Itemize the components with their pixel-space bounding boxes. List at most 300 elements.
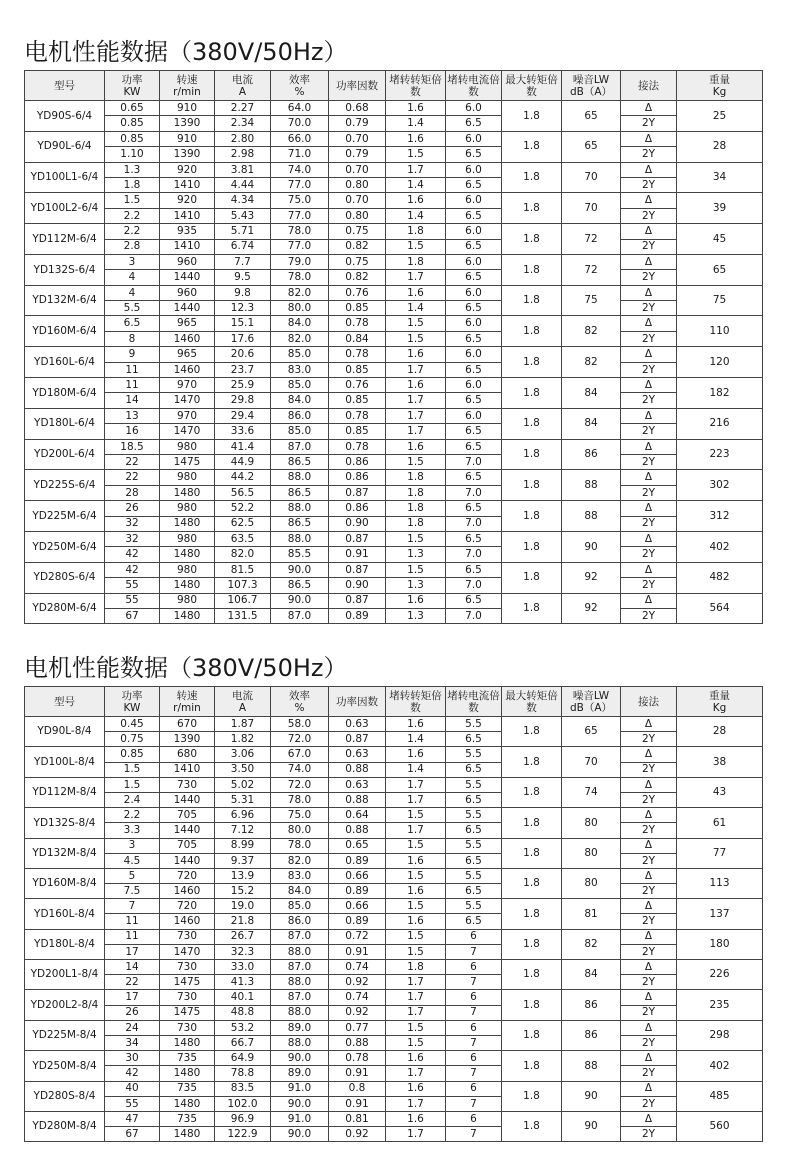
speed-cell: 970 bbox=[160, 378, 215, 393]
max-torque-cell: 1.8 bbox=[502, 960, 562, 990]
speed-cell: 1470 bbox=[160, 424, 215, 439]
noise-cell: 65 bbox=[562, 101, 621, 132]
locked-rotor-torque-cell: 1.8 bbox=[386, 501, 446, 516]
power-cell: 0.85 bbox=[105, 747, 160, 762]
efficiency-cell: 66.0 bbox=[271, 131, 329, 146]
connection-cell: Δ bbox=[621, 990, 677, 1005]
power-cell: 0.85 bbox=[105, 131, 160, 146]
table-row bbox=[25, 131, 763, 146]
locked-rotor-torque-cell: 1.4 bbox=[386, 762, 446, 777]
locked-rotor-current-cell: 6.5 bbox=[446, 362, 502, 377]
power-cell: 14 bbox=[105, 960, 160, 975]
locked-rotor-current-cell: 6.5 bbox=[446, 439, 502, 454]
table-row bbox=[25, 424, 763, 439]
header-line: r/min bbox=[173, 85, 201, 98]
header-power bbox=[105, 687, 160, 717]
header-line: 数 bbox=[468, 701, 479, 714]
table-row bbox=[25, 101, 763, 116]
locked-rotor-current-cell: 6.5 bbox=[446, 270, 502, 285]
efficiency-cell: 85.0 bbox=[271, 378, 329, 393]
locked-rotor-torque-cell: 1.4 bbox=[386, 732, 446, 747]
locked-rotor-torque-cell: 1.7 bbox=[386, 408, 446, 423]
locked-rotor-torque-cell: 1.7 bbox=[386, 1066, 446, 1081]
table-row bbox=[25, 147, 763, 162]
speed-cell: 1475 bbox=[160, 454, 215, 469]
locked-rotor-current-cell: 5.5 bbox=[446, 899, 502, 914]
header-noise bbox=[562, 687, 621, 717]
locked-rotor-torque-cell: 1.7 bbox=[386, 777, 446, 792]
header-line: A bbox=[238, 85, 247, 98]
power-cell: 1.10 bbox=[105, 147, 160, 162]
table-row bbox=[25, 960, 763, 975]
connection-cell: Δ bbox=[621, 593, 677, 608]
header-line: 功率因数 bbox=[336, 79, 378, 92]
power-factor-cell: 0.78 bbox=[329, 439, 386, 454]
locked-rotor-current-cell: 6.5 bbox=[446, 884, 502, 899]
speed-cell: 705 bbox=[160, 808, 215, 823]
efficiency-cell: 84.0 bbox=[271, 884, 329, 899]
efficiency-cell: 74.0 bbox=[271, 762, 329, 777]
header-line: KW bbox=[123, 85, 141, 98]
speed-cell: 1470 bbox=[160, 393, 215, 408]
weight-cell: 34 bbox=[677, 162, 763, 193]
locked-rotor-current-cell: 6 bbox=[446, 1081, 502, 1096]
current-cell: 7.12 bbox=[215, 823, 271, 838]
power-cell: 2.2 bbox=[105, 808, 160, 823]
connection-cell: Δ bbox=[621, 717, 677, 732]
table-row bbox=[25, 501, 763, 516]
weight-cell: 402 bbox=[677, 531, 763, 562]
connection-cell: 2Y bbox=[621, 331, 677, 346]
table-row bbox=[25, 914, 763, 929]
max-torque-cell: 1.8 bbox=[502, 1051, 562, 1081]
connection-cell: 2Y bbox=[621, 732, 677, 747]
noise-cell: 65 bbox=[562, 131, 621, 162]
current-cell: 41.3 bbox=[215, 975, 271, 990]
efficiency-cell: 87.0 bbox=[271, 439, 329, 454]
locked-rotor-torque-cell: 1.6 bbox=[386, 439, 446, 454]
power-factor-cell: 0.63 bbox=[329, 747, 386, 762]
header-locked-rotor-current bbox=[446, 71, 502, 101]
speed-cell: 720 bbox=[160, 868, 215, 883]
current-cell: 33.0 bbox=[215, 960, 271, 975]
locked-rotor-current-cell: 5.5 bbox=[446, 777, 502, 792]
power-cell: 26 bbox=[105, 501, 160, 516]
power-cell: 32 bbox=[105, 516, 160, 531]
speed-cell: 735 bbox=[160, 1111, 215, 1126]
efficiency-cell: 82.0 bbox=[271, 285, 329, 300]
current-cell: 2.27 bbox=[215, 101, 271, 116]
locked-rotor-torque-cell: 1.7 bbox=[386, 975, 446, 990]
power-cell: 17 bbox=[105, 944, 160, 959]
power-cell: 16 bbox=[105, 424, 160, 439]
connection-cell: Δ bbox=[621, 1051, 677, 1066]
weight-cell: 564 bbox=[677, 593, 763, 624]
header-line: 功率 bbox=[121, 689, 143, 702]
power-cell: 67 bbox=[105, 1127, 160, 1142]
power-factor-cell: 0.92 bbox=[329, 975, 386, 990]
efficiency-cell: 71.0 bbox=[271, 147, 329, 162]
speed-cell: 1460 bbox=[160, 331, 215, 346]
table-row bbox=[25, 823, 763, 838]
locked-rotor-torque-cell: 1.6 bbox=[386, 1081, 446, 1096]
weight-cell: 120 bbox=[677, 347, 763, 378]
locked-rotor-current-cell: 6.0 bbox=[446, 408, 502, 423]
efficiency-cell: 88.0 bbox=[271, 1035, 329, 1050]
noise-cell: 80 bbox=[562, 808, 621, 838]
locked-rotor-current-cell: 7.0 bbox=[446, 547, 502, 562]
noise-cell: 88 bbox=[562, 501, 621, 532]
current-cell: 17.6 bbox=[215, 331, 271, 346]
power-cell: 18.5 bbox=[105, 439, 160, 454]
locked-rotor-current-cell: 7.0 bbox=[446, 578, 502, 593]
model-cell: YD100L2-6/4 bbox=[25, 193, 105, 224]
locked-rotor-torque-cell: 1.4 bbox=[386, 177, 446, 192]
power-factor-cell: 0.92 bbox=[329, 1005, 386, 1020]
table-row bbox=[25, 990, 763, 1005]
current-cell: 20.6 bbox=[215, 347, 271, 362]
speed-cell: 730 bbox=[160, 960, 215, 975]
current-cell: 41.4 bbox=[215, 439, 271, 454]
speed-cell: 980 bbox=[160, 562, 215, 577]
efficiency-cell: 91.0 bbox=[271, 1111, 329, 1126]
speed-cell: 1480 bbox=[160, 1035, 215, 1050]
model-cell: YD132M-6/4 bbox=[25, 285, 105, 316]
power-factor-cell: 0.88 bbox=[329, 1035, 386, 1050]
power-cell: 26 bbox=[105, 1005, 160, 1020]
power-factor-cell: 0.64 bbox=[329, 808, 386, 823]
model-cell: YD160M-6/4 bbox=[25, 316, 105, 347]
power-factor-cell: 0.78 bbox=[329, 1051, 386, 1066]
locked-rotor-torque-cell: 1.5 bbox=[386, 316, 446, 331]
model-cell: YD225M-6/4 bbox=[25, 501, 105, 532]
current-cell: 8.99 bbox=[215, 838, 271, 853]
connection-cell: Δ bbox=[621, 470, 677, 485]
power-factor-cell: 0.70 bbox=[329, 162, 386, 177]
efficiency-cell: 80.0 bbox=[271, 301, 329, 316]
table-row bbox=[25, 378, 763, 393]
power-cell: 4 bbox=[105, 270, 160, 285]
connection-cell: 2Y bbox=[621, 823, 677, 838]
noise-cell: 90 bbox=[562, 1081, 621, 1111]
speed-cell: 1480 bbox=[160, 1096, 215, 1111]
noise-cell: 90 bbox=[562, 1111, 621, 1141]
max-torque-cell: 1.8 bbox=[502, 717, 562, 747]
current-cell: 1.82 bbox=[215, 732, 271, 747]
locked-rotor-current-cell: 7.0 bbox=[446, 608, 502, 623]
max-torque-cell: 1.8 bbox=[502, 929, 562, 959]
locked-rotor-torque-cell: 1.7 bbox=[386, 162, 446, 177]
model-cell: YD90L-6/4 bbox=[25, 131, 105, 162]
locked-rotor-torque-cell: 1.3 bbox=[386, 547, 446, 562]
connection-cell: Δ bbox=[621, 101, 677, 116]
header-line: 转速 bbox=[176, 73, 198, 86]
header-line: Kg bbox=[712, 85, 727, 98]
power-factor-cell: 0.91 bbox=[329, 1066, 386, 1081]
connection-cell: Δ bbox=[621, 838, 677, 853]
power-cell: 13 bbox=[105, 408, 160, 423]
connection-cell: Δ bbox=[621, 316, 677, 331]
header-line: 电流 bbox=[232, 73, 253, 86]
weight-cell: 61 bbox=[677, 808, 763, 838]
header-noise bbox=[562, 71, 621, 101]
connection-cell: 2Y bbox=[621, 239, 677, 254]
locked-rotor-torque-cell: 1.6 bbox=[386, 884, 446, 899]
power-factor-cell: 0.82 bbox=[329, 270, 386, 285]
connection-cell: Δ bbox=[621, 224, 677, 239]
speed-cell: 1410 bbox=[160, 177, 215, 192]
efficiency-cell: 89.0 bbox=[271, 1020, 329, 1035]
locked-rotor-current-cell: 6.5 bbox=[446, 732, 502, 747]
performance-table-8-4 bbox=[24, 686, 763, 1142]
model-cell: YD160L-6/4 bbox=[25, 347, 105, 378]
connection-cell: Δ bbox=[621, 439, 677, 454]
locked-rotor-current-cell: 7 bbox=[446, 1035, 502, 1050]
model-cell: YD112M-8/4 bbox=[25, 777, 105, 807]
table-row bbox=[25, 362, 763, 377]
header-row bbox=[25, 71, 763, 101]
locked-rotor-torque-cell: 1.5 bbox=[386, 331, 446, 346]
header-model bbox=[25, 71, 105, 101]
max-torque-cell: 1.8 bbox=[502, 316, 562, 347]
model-cell: YD100L1-6/4 bbox=[25, 162, 105, 193]
model-cell: YD280M-6/4 bbox=[25, 593, 105, 624]
locked-rotor-current-cell: 6.0 bbox=[446, 162, 502, 177]
header-line: 数 bbox=[410, 701, 421, 714]
header-locked-rotor-torque bbox=[386, 687, 446, 717]
current-cell: 5.43 bbox=[215, 208, 271, 223]
power-cell: 17 bbox=[105, 990, 160, 1005]
connection-cell: 2Y bbox=[621, 393, 677, 408]
connection-cell: Δ bbox=[621, 254, 677, 269]
table-row bbox=[25, 593, 763, 608]
power-factor-cell: 0.92 bbox=[329, 1127, 386, 1142]
noise-cell: 92 bbox=[562, 593, 621, 624]
connection-cell: 2Y bbox=[621, 485, 677, 500]
power-cell: 5 bbox=[105, 868, 160, 883]
header-line: 转速 bbox=[176, 689, 198, 702]
table-row bbox=[25, 868, 763, 883]
power-factor-cell: 0.70 bbox=[329, 193, 386, 208]
weight-cell: 180 bbox=[677, 929, 763, 959]
connection-cell: 2Y bbox=[621, 270, 677, 285]
table-row bbox=[25, 239, 763, 254]
table-row bbox=[25, 853, 763, 868]
power-cell: 6.5 bbox=[105, 316, 160, 331]
header-line: 数 bbox=[526, 701, 537, 714]
current-cell: 6.74 bbox=[215, 239, 271, 254]
speed-cell: 730 bbox=[160, 1020, 215, 1035]
locked-rotor-current-cell: 6 bbox=[446, 1111, 502, 1126]
current-cell: 9.8 bbox=[215, 285, 271, 300]
weight-cell: 402 bbox=[677, 1051, 763, 1081]
power-factor-cell: 0.85 bbox=[329, 362, 386, 377]
power-cell: 2.8 bbox=[105, 239, 160, 254]
power-cell: 47 bbox=[105, 1111, 160, 1126]
table-row bbox=[25, 1096, 763, 1111]
weight-cell: 312 bbox=[677, 501, 763, 532]
locked-rotor-torque-cell: 1.6 bbox=[386, 853, 446, 868]
efficiency-cell: 88.0 bbox=[271, 975, 329, 990]
header-line: dB（A） bbox=[569, 701, 613, 714]
current-cell: 2.34 bbox=[215, 116, 271, 131]
current-cell: 19.0 bbox=[215, 899, 271, 914]
locked-rotor-torque-cell: 1.5 bbox=[386, 531, 446, 546]
current-cell: 29.4 bbox=[215, 408, 271, 423]
current-cell: 64.9 bbox=[215, 1051, 271, 1066]
locked-rotor-torque-cell: 1.6 bbox=[386, 378, 446, 393]
power-cell: 55 bbox=[105, 593, 160, 608]
efficiency-cell: 86.5 bbox=[271, 516, 329, 531]
power-factor-cell: 0.89 bbox=[329, 884, 386, 899]
connection-cell: 2Y bbox=[621, 944, 677, 959]
noise-cell: 88 bbox=[562, 470, 621, 501]
power-factor-cell: 0.75 bbox=[329, 254, 386, 269]
speed-cell: 1475 bbox=[160, 975, 215, 990]
locked-rotor-torque-cell: 1.6 bbox=[386, 347, 446, 362]
connection-cell: Δ bbox=[621, 408, 677, 423]
efficiency-cell: 88.0 bbox=[271, 501, 329, 516]
speed-cell: 1475 bbox=[160, 1005, 215, 1020]
header-line: A bbox=[238, 701, 247, 714]
header-line: KW bbox=[123, 701, 141, 714]
power-factor-cell: 0.90 bbox=[329, 578, 386, 593]
power-factor-cell: 0.91 bbox=[329, 1096, 386, 1111]
locked-rotor-current-cell: 5.5 bbox=[446, 808, 502, 823]
power-factor-cell: 0.87 bbox=[329, 531, 386, 546]
table-row bbox=[25, 732, 763, 747]
power-factor-cell: 0.68 bbox=[329, 101, 386, 116]
power-cell: 22 bbox=[105, 975, 160, 990]
efficiency-cell: 77.0 bbox=[271, 239, 329, 254]
table-row bbox=[25, 270, 763, 285]
power-cell: 11 bbox=[105, 929, 160, 944]
model-cell: YD180L-6/4 bbox=[25, 408, 105, 439]
locked-rotor-current-cell: 6.0 bbox=[446, 224, 502, 239]
power-factor-cell: 0.86 bbox=[329, 470, 386, 485]
header-line: 噪音LW bbox=[572, 73, 610, 86]
locked-rotor-torque-cell: 1.8 bbox=[386, 516, 446, 531]
speed-cell: 1480 bbox=[160, 1066, 215, 1081]
power-factor-cell: 0.66 bbox=[329, 868, 386, 883]
locked-rotor-torque-cell: 1.6 bbox=[386, 285, 446, 300]
power-cell: 11 bbox=[105, 362, 160, 377]
header-line: 最大转矩倍 bbox=[505, 689, 558, 702]
weight-cell: 39 bbox=[677, 193, 763, 224]
speed-cell: 1440 bbox=[160, 301, 215, 316]
current-cell: 15.2 bbox=[215, 884, 271, 899]
locked-rotor-current-cell: 6.5 bbox=[446, 531, 502, 546]
locked-rotor-current-cell: 7 bbox=[446, 1066, 502, 1081]
table-row bbox=[25, 762, 763, 777]
connection-cell: 2Y bbox=[621, 914, 677, 929]
efficiency-cell: 85.0 bbox=[271, 899, 329, 914]
locked-rotor-torque-cell: 1.7 bbox=[386, 362, 446, 377]
header-power bbox=[105, 71, 160, 101]
table-row bbox=[25, 944, 763, 959]
model-cell: YD250M-8/4 bbox=[25, 1051, 105, 1081]
header-line: 电流 bbox=[232, 689, 253, 702]
locked-rotor-current-cell: 7.0 bbox=[446, 454, 502, 469]
speed-cell: 670 bbox=[160, 717, 215, 732]
table-row bbox=[25, 792, 763, 807]
speed-cell: 960 bbox=[160, 254, 215, 269]
power-cell: 0.85 bbox=[105, 116, 160, 131]
power-cell: 7 bbox=[105, 899, 160, 914]
table-row bbox=[25, 608, 763, 623]
header-line: 最大转矩倍 bbox=[505, 73, 558, 86]
connection-cell: Δ bbox=[621, 868, 677, 883]
efficiency-cell: 82.0 bbox=[271, 331, 329, 346]
max-torque-cell: 1.8 bbox=[502, 408, 562, 439]
weight-cell: 110 bbox=[677, 316, 763, 347]
header-line: 数 bbox=[468, 85, 479, 98]
speed-cell: 920 bbox=[160, 162, 215, 177]
max-torque-cell: 1.8 bbox=[502, 899, 562, 929]
connection-cell: 2Y bbox=[621, 762, 677, 777]
power-factor-cell: 0.91 bbox=[329, 944, 386, 959]
locked-rotor-torque-cell: 1.4 bbox=[386, 116, 446, 131]
table-row bbox=[25, 470, 763, 485]
power-cell: 67 bbox=[105, 608, 160, 623]
table-row bbox=[25, 347, 763, 362]
connection-cell: 2Y bbox=[621, 116, 677, 131]
header-weight bbox=[677, 71, 763, 101]
efficiency-cell: 77.0 bbox=[271, 208, 329, 223]
current-cell: 5.31 bbox=[215, 792, 271, 807]
header-line: 功率 bbox=[121, 73, 143, 86]
power-cell: 22 bbox=[105, 470, 160, 485]
connection-cell: Δ bbox=[621, 747, 677, 762]
current-cell: 2.80 bbox=[215, 131, 271, 146]
connection-cell: 2Y bbox=[621, 516, 677, 531]
locked-rotor-torque-cell: 1.3 bbox=[386, 608, 446, 623]
power-cell: 9 bbox=[105, 347, 160, 362]
speed-cell: 1390 bbox=[160, 116, 215, 131]
power-factor-cell: 0.78 bbox=[329, 347, 386, 362]
connection-cell: Δ bbox=[621, 777, 677, 792]
speed-cell: 980 bbox=[160, 470, 215, 485]
locked-rotor-torque-cell: 1.7 bbox=[386, 823, 446, 838]
max-torque-cell: 1.8 bbox=[502, 254, 562, 285]
table-row bbox=[25, 578, 763, 593]
power-cell: 3 bbox=[105, 838, 160, 853]
header-line: % bbox=[294, 701, 305, 714]
locked-rotor-torque-cell: 1.6 bbox=[386, 131, 446, 146]
connection-cell: Δ bbox=[621, 808, 677, 823]
speed-cell: 1460 bbox=[160, 362, 215, 377]
model-cell: YD280S-8/4 bbox=[25, 1081, 105, 1111]
table-row bbox=[25, 1081, 763, 1096]
locked-rotor-torque-cell: 1.4 bbox=[386, 208, 446, 223]
efficiency-cell: 72.0 bbox=[271, 777, 329, 792]
locked-rotor-torque-cell: 1.5 bbox=[386, 1035, 446, 1050]
locked-rotor-current-cell: 6.0 bbox=[446, 378, 502, 393]
locked-rotor-torque-cell: 1.8 bbox=[386, 254, 446, 269]
efficiency-cell: 86.5 bbox=[271, 578, 329, 593]
speed-cell: 980 bbox=[160, 531, 215, 546]
header-power-factor bbox=[329, 687, 386, 717]
locked-rotor-current-cell: 6.5 bbox=[446, 208, 502, 223]
current-cell: 81.5 bbox=[215, 562, 271, 577]
power-factor-cell: 0.89 bbox=[329, 608, 386, 623]
locked-rotor-torque-cell: 1.7 bbox=[386, 424, 446, 439]
power-factor-cell: 0.85 bbox=[329, 301, 386, 316]
locked-rotor-current-cell: 6 bbox=[446, 1020, 502, 1035]
power-factor-cell: 0.87 bbox=[329, 732, 386, 747]
connection-cell: 2Y bbox=[621, 1035, 677, 1050]
power-cell: 42 bbox=[105, 1066, 160, 1081]
